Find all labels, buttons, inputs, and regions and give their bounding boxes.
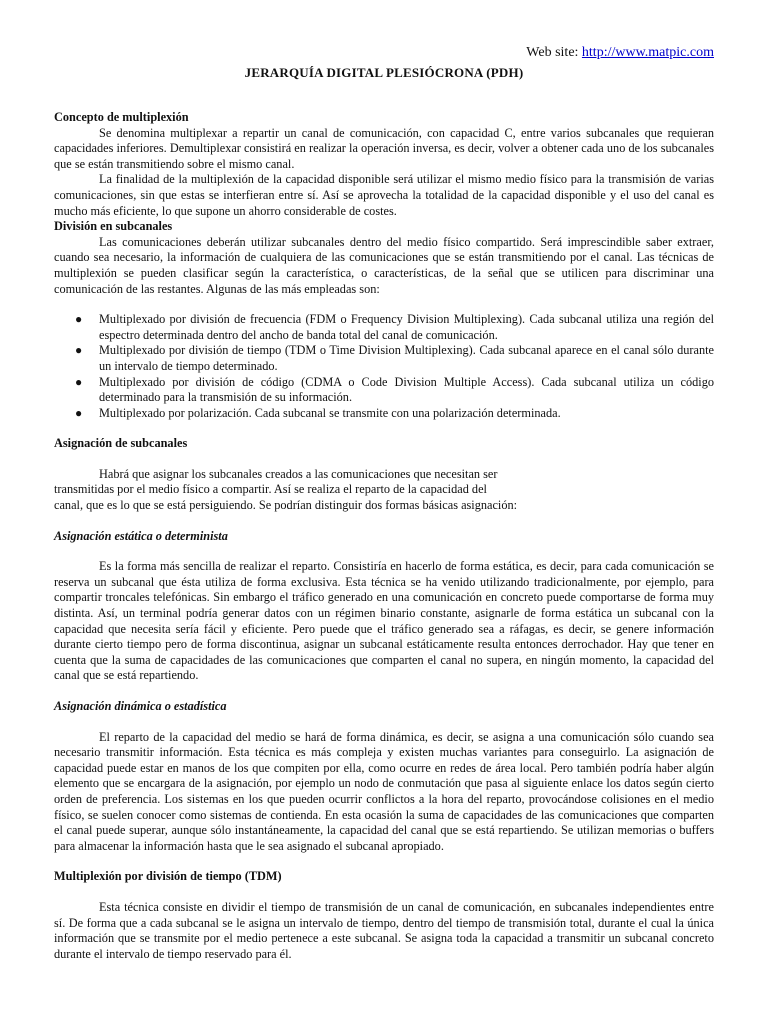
heading-dinamica: Asignación dinámica o estadística [54,699,227,713]
heading-asignacion: Asignación de subcanales [54,436,188,451]
list-item [75,343,714,374]
bullet-icon: ● [75,374,83,389]
paragraph: El reparto de la capacidad del medio se hará de forma dinámica, es decir, se asigna a una comunicación sólo cuando sea necesario transmitir información. Esta técnica es más compleja y existen muchas variantes para conseguirlo. La asignación de capacidad puede estar en manos de los que compiten por ella, como ocurre en redes de área local. Pero también podría haber algún elemento que se encargara de la asignación, por ejemplo un nodo de conmutación que pasa al siguiente enlace los datos según cierto orden de preferencia. Los sistemas en los que pueden ocurrir conflictos a la hora del reparto, provocándose colisiones en el medio físico, se suelen conocer como sistemas de contienda. En esta ocasión la suma de capacidades de las comunicaciones que comparten el canal puede superar, aunque sólo instantáneamente, la capacidad del canal que se está repartiendo. Se utilizan memorias o buffers para almacenar la información hasta que le sea asignado el subcanal apropiado. [54,729,714,853]
heading-division: División en subcanales [54,219,173,234]
list-item-text: Multiplexado por división de tiempo (TDM o Time Division Multiplexing). Cada subcanal aparece en el canal sólo durante un intervalo de tiempo determinado. [99,343,714,373]
paragraph: Las comunicaciones deberán utilizar subcanales dentro del medio físico compartido. Será imprescindible saber extraer, cuando sea necesario, la información de cualquiera de las comunicaciones que se están transmitiendo por el canal. Las técnicas de multiplexión se pueden clasificar según la característica, o características, de la señal que se utilicen para discriminar una comunicación de las restantes. Algunas de las más empleadas son: [54,234,714,296]
paragraph-line: transmitidas por el medio físico a compartir. Así se realiza el reparto de la capacidad del [54,482,487,497]
heading-tdm: Multiplexión por división de tiempo (TDM) [54,869,282,884]
list-item [75,374,714,406]
bullet-icon: ● [75,343,83,358]
paragraph: Se denomina multiplexar a repartir un canal de comunicación, con capacidad C, entre varios subcanales que requieran capacidades inferiores. Demultiplexar consistirá en realizar la operación inversa, es decir, volver a obtener cada uno de los subcanales que se están transmitiendo sobre el mismo canal. [54,125,714,171]
list-item [75,312,714,343]
paragraph: La finalidad de la multiplexión de la capacidad disponible será utilizar el mismo medio físico para la transmisión de varias comunicaciones, sin que estas se interfieran entre sí. Así se aprovecha la totalidad de la capacidad disponible y el uso del canal es mucho más eficiente, lo que supone un ahorro considerable de costes. [54,172,714,218]
paragraph: Esta técnica consiste en dividir el tiempo de transmisión de un canal de comunicación, en subcanales independientes entre sí. De forma que a cada subcanal se le asigna un intervalo de tiempo, dentro del tiempo de transmisión total, durante el cual la única información que se transmite por el medio pertenece a este subcanal. Se asigna toda la capacidad a transmitir un subcanal concreto durante el intervalo de tiempo reservado para él. [54,899,714,961]
bullet-list [54,312,714,421]
list-item [75,405,714,422]
list-item-text: Multiplexado por polarización. Cada subcanal se transmite con una polarización determinada. [99,405,561,420]
document-title: JERARQUÍA DIGITAL PLESIÓCRONA (PDH) [244,65,524,80]
heading-estatica: Asignación estática o determinista [54,528,228,543]
paragraph-line: Habrá que asignar los subcanales creados a las comunicaciones que necesitan ser [99,466,498,481]
paragraph: Es la forma más sencilla de realizar el reparto. Consistiría en hacerlo de forma estática, es decir, para cada comunicación se reserva un subcanal que ésta utiliza de forma exclusiva. Esta técnica se ha venido utilizando tradicionalmente, por ejemplo, para compartir troncales telefónicas. Sin embargo el tráfico generado en una comunicación en concreto puede comportarse de forma muy distinta. Así, un terminal podría generar datos con un régimen binario constante, asignarle de forma estática un subcanal con la capacidad que necesita sería fácil y eficiente. Pero puede que el tráfico generado sea a ráfagas, es decir, se genere información durante cierto tiempo pero de forma discontinua, asignar un subcanal estáticamente resulta entonces derrochador. Hay que tener en cuenta que la suma de capacidades de las comunicaciones que comparten el canal no supera, en ningún momento, la capacidad del canal que se está repartiendo. [54,559,714,683]
website-label: Web site: [526,45,579,60]
bullet-icon: ● [75,312,83,327]
website-link[interactable]: http://www.matpic.com [581,45,714,60]
document-body [54,110,714,962]
bullet-icon: ● [75,405,83,420]
heading-concepto: Concepto de multiplexión [54,110,189,124]
website-line [526,45,714,61]
list-item-text: Multiplexado por división de código (CDMA o Code Division Multiple Access). Cada subcanal utiliza un código determinado para la transmisión de su información. [99,374,714,405]
list-item-text: Multiplexado por división de frecuencia (FDM o Frequency Division Multiplexing). Cada subcanal utiliza una región del espectro determinada dentro del ancho de banda total del canal de comunicación. [99,312,714,342]
paragraph-line: canal, que es lo que se está persiguiendo. Se podrían distinguir dos formas básicas asignación: [54,498,518,513]
